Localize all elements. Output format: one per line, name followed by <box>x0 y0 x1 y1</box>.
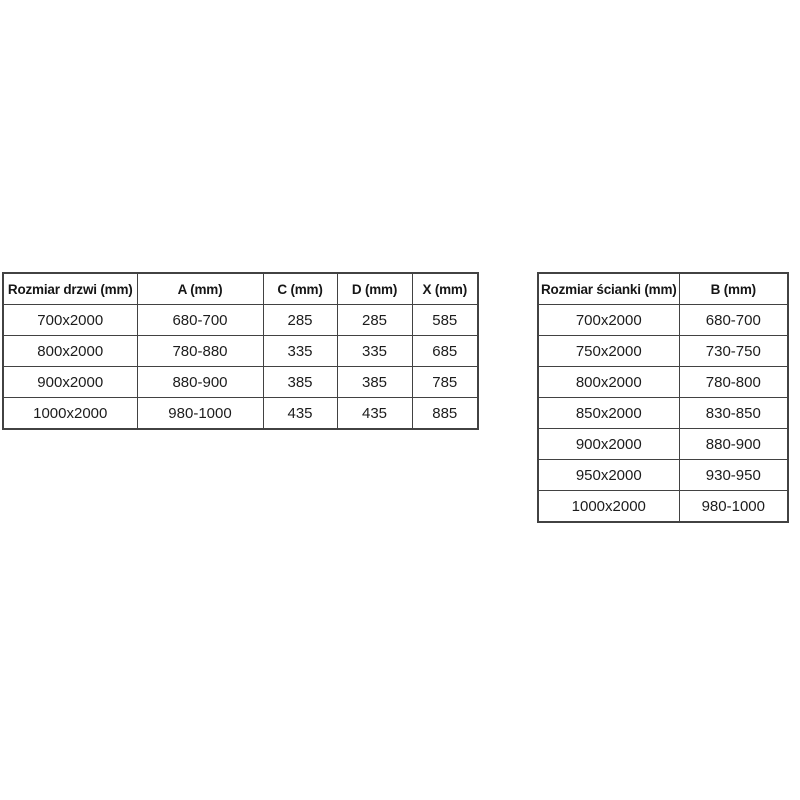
column-header-c: C (mm) <box>263 273 337 305</box>
column-header-a: A (mm) <box>137 273 263 305</box>
wall-table-cell: 700x2000 <box>538 305 679 336</box>
table-row <box>538 460 788 491</box>
table-row <box>538 305 788 336</box>
wall-table-cell: 950x2000 <box>538 460 679 491</box>
door-table-cell: 680-700 <box>137 305 263 336</box>
column-header-b: B (mm) <box>679 273 788 305</box>
door-table-cell: 700x2000 <box>3 305 137 336</box>
door-table-cell: 335 <box>337 336 412 367</box>
column-header-x: X (mm) <box>412 273 478 305</box>
table-header-row <box>3 273 478 305</box>
wall-table-cell: 900x2000 <box>538 429 679 460</box>
wall-size-table <box>537 272 789 523</box>
wall-table-cell: 850x2000 <box>538 398 679 429</box>
column-header-wall-size: Rozmiar ścianki (mm) <box>538 273 679 305</box>
door-size-table <box>2 272 479 430</box>
door-table-cell: 780-880 <box>137 336 263 367</box>
column-header-door-size: Rozmiar drzwi (mm) <box>3 273 137 305</box>
door-table-cell: 335 <box>263 336 337 367</box>
door-table-cell: 285 <box>263 305 337 336</box>
door-table-cell: 385 <box>337 367 412 398</box>
door-table-cell: 435 <box>263 398 337 430</box>
door-table-cell: 900x2000 <box>3 367 137 398</box>
wall-table-cell: 750x2000 <box>538 336 679 367</box>
table-row <box>3 398 478 430</box>
wall-table-cell: 800x2000 <box>538 367 679 398</box>
table-row <box>538 398 788 429</box>
wall-table-cell: 1000x2000 <box>538 491 679 523</box>
table-row <box>3 336 478 367</box>
wall-table-body <box>538 305 788 523</box>
wall-table-cell: 680-700 <box>679 305 788 336</box>
door-table-cell: 880-900 <box>137 367 263 398</box>
door-table-cell: 285 <box>337 305 412 336</box>
door-table-cell: 385 <box>263 367 337 398</box>
door-table-cell: 585 <box>412 305 478 336</box>
table-row <box>538 367 788 398</box>
table-header-row <box>538 273 788 305</box>
door-table-cell: 1000x2000 <box>3 398 137 430</box>
wall-table-cell: 980-1000 <box>679 491 788 523</box>
door-table-cell: 885 <box>412 398 478 430</box>
table-row <box>538 491 788 523</box>
table-row <box>538 429 788 460</box>
table-row <box>538 336 788 367</box>
wall-table-cell: 880-900 <box>679 429 788 460</box>
door-table-cell: 785 <box>412 367 478 398</box>
wall-table-cell: 830-850 <box>679 398 788 429</box>
column-header-d: D (mm) <box>337 273 412 305</box>
wall-table-cell: 930-950 <box>679 460 788 491</box>
wall-table-cell: 730-750 <box>679 336 788 367</box>
table-row <box>3 367 478 398</box>
door-table-cell: 800x2000 <box>3 336 137 367</box>
table-row <box>3 305 478 336</box>
door-table-cell: 435 <box>337 398 412 430</box>
wall-table-cell: 780-800 <box>679 367 788 398</box>
door-table-cell: 980-1000 <box>137 398 263 430</box>
door-table-body <box>3 305 478 430</box>
door-table-cell: 685 <box>412 336 478 367</box>
